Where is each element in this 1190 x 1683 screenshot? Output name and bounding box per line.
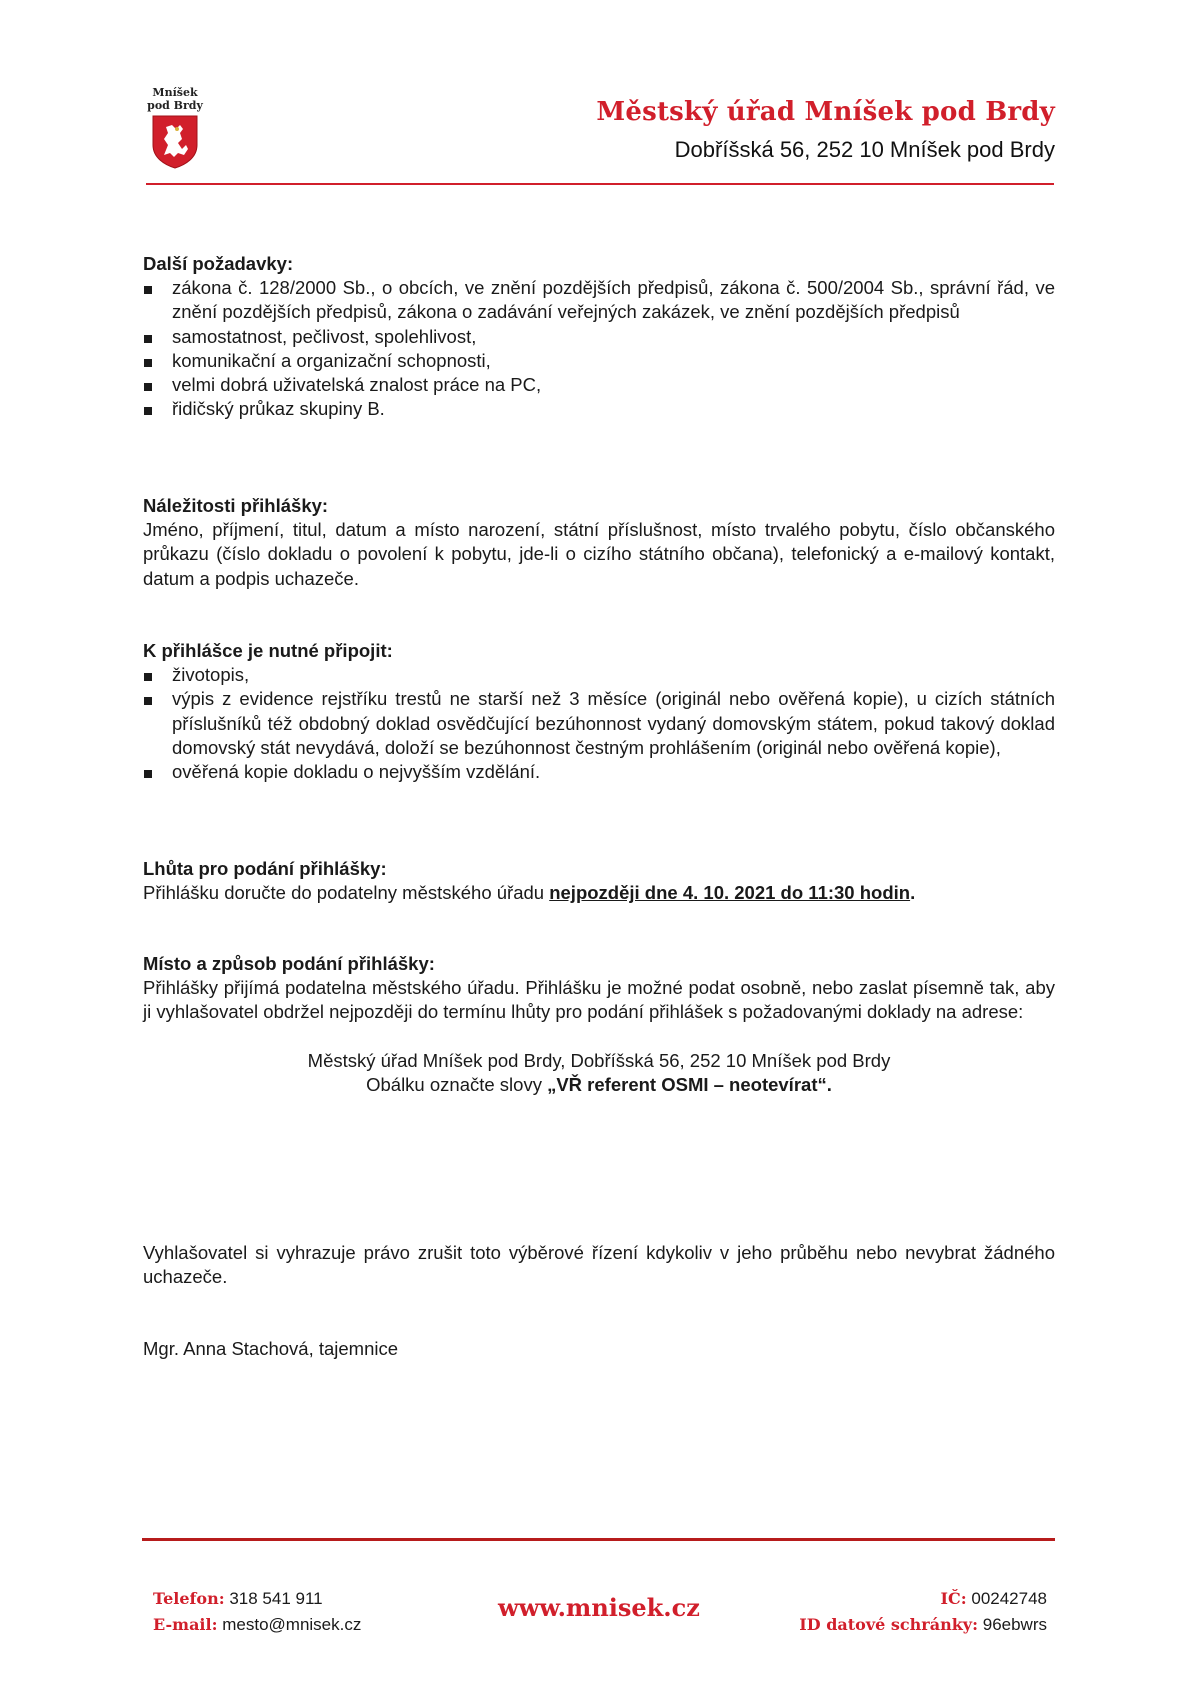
list-item: výpis z evidence rejstříku trestů ne starší než 3 měsíce (originál nebo ověřená kopie), u cizích státních příslušníků též obdobný doklad osvědčující bezúhonnost vydaný domovským státem, pokud takový doklad domovský stát nevydává, doloží se bezúhonnost čestným prohlášením (originál nebo ověřená kopie),	[143, 687, 1055, 760]
phone-label: Telefon:	[153, 1589, 225, 1608]
attachments-heading: K přihlášce je nutné připojit:	[143, 640, 393, 661]
databox-label: ID datové schránky:	[799, 1615, 978, 1634]
disclaimer-text: Vyhlašovatel si vyhrazuje právo zrušit toto výběrové řízení kdykoliv v jeho průběhu nebo nevybrat žádného uchazeče.	[143, 1242, 1055, 1288]
list-item: velmi dobrá uživatelská znalost práce na PC,	[143, 373, 1055, 397]
list-item: životopis,	[143, 663, 1055, 687]
footer-databox	[799, 1612, 1047, 1638]
signature: Mgr. Anna Stachová, tajemnice	[143, 1338, 399, 1359]
header-divider	[146, 183, 1054, 185]
envelope-marking: „VŘ referent OSMI – neotevírat“.	[547, 1073, 832, 1095]
website-link[interactable]: www.mnisek.cz	[498, 1593, 700, 1622]
requirements-heading: Další požadavky:	[143, 253, 294, 274]
deadline-section	[143, 857, 1055, 905]
application-section	[143, 494, 1055, 591]
deadline-date: nejpozději dne 4. 10. 2021 do 11:30 hodin	[549, 882, 911, 904]
databox-value: 96ebwrs	[982, 1615, 1047, 1634]
envelope-text-before: Obálku označte slovy	[366, 1073, 548, 1095]
office-address: Dobříšská 56, 252 10 Mníšek pod Brdy	[674, 137, 1055, 162]
deadline-text-before: Přihlášku doručte do podatelny městského úřadu	[143, 882, 550, 904]
submission-text: Přihlášky přijímá podatelna městského úřadu. Přihlášku je možné podat osobně, nebo zaslat písemně tak, aby ji vyhlašovatel obdržel nejpozději do termínu lhůty pro podání přihlášek s požadovanými doklady na adrese:	[143, 977, 1055, 1023]
deadline-text	[143, 881, 1055, 905]
email-label: E-mail:	[153, 1615, 218, 1634]
footer-email	[153, 1612, 361, 1638]
list-item: samostatnost, pečlivost, spolehlivost,	[143, 325, 1055, 349]
submission-address: Městský úřad Mníšek pod Brdy, Dobříšská 56, 252 10 Mníšek pod Brdy	[307, 1049, 891, 1071]
application-text: Jméno, příjmení, titul, datum a místo narození, státní příslušnost, místo trvalého pobytu, číslo občanského průkazu (číslo dokladu o povolení k pobytu, jde-li o cizího státního občana), telefonický a e-mailový kontakt, datum a podpis uchazeče.	[143, 519, 1055, 589]
footer-ic	[799, 1586, 1047, 1612]
envelope-instruction	[143, 1073, 1055, 1097]
municipal-logo	[143, 86, 207, 169]
footer-phone	[153, 1586, 361, 1612]
ic-value: 00242748	[971, 1589, 1047, 1608]
requirements-section	[143, 252, 1055, 421]
list-item: komunikační a organizační schopnosti,	[143, 349, 1055, 373]
attachments-section	[143, 639, 1055, 784]
logo-text-line2: pod Brdy	[147, 99, 203, 112]
submission-heading: Místo a způsob podání přihlášky:	[143, 953, 435, 974]
list-item: zákona č. 128/2000 Sb., o obcích, ve znění pozdějších předpisů, zákona č. 500/2004 Sb., správní řád, ve znění pozdějších předpisů, zákona o zadávání veřejných zakázek, ve znění pozdějších předpisů	[143, 276, 1055, 324]
footer-identifiers	[799, 1586, 1047, 1638]
submission-section	[143, 952, 1055, 1097]
phone-value[interactable]: 318 541 911	[229, 1589, 323, 1608]
office-title: Městský úřad Mníšek pod Brdy	[596, 97, 1055, 127]
list-item: ověřená kopie dokladu o nejvyšším vzdělání.	[143, 760, 1055, 784]
ic-label: IČ:	[940, 1589, 967, 1608]
deadline-text-after: .	[910, 882, 916, 904]
footer-divider	[142, 1538, 1055, 1541]
coat-of-arms-icon	[152, 115, 198, 169]
email-link[interactable]: mesto@mnisek.cz	[222, 1615, 362, 1634]
deadline-heading: Lhůta pro podání přihlášky:	[143, 858, 387, 879]
attachments-list	[143, 663, 1055, 784]
application-heading: Náležitosti přihlášky:	[143, 495, 329, 516]
footer-contact	[153, 1586, 361, 1638]
requirements-list	[143, 276, 1055, 421]
logo-text-line1: Mníšek	[152, 86, 198, 99]
list-item: řidičský průkaz skupiny B.	[143, 397, 1055, 421]
